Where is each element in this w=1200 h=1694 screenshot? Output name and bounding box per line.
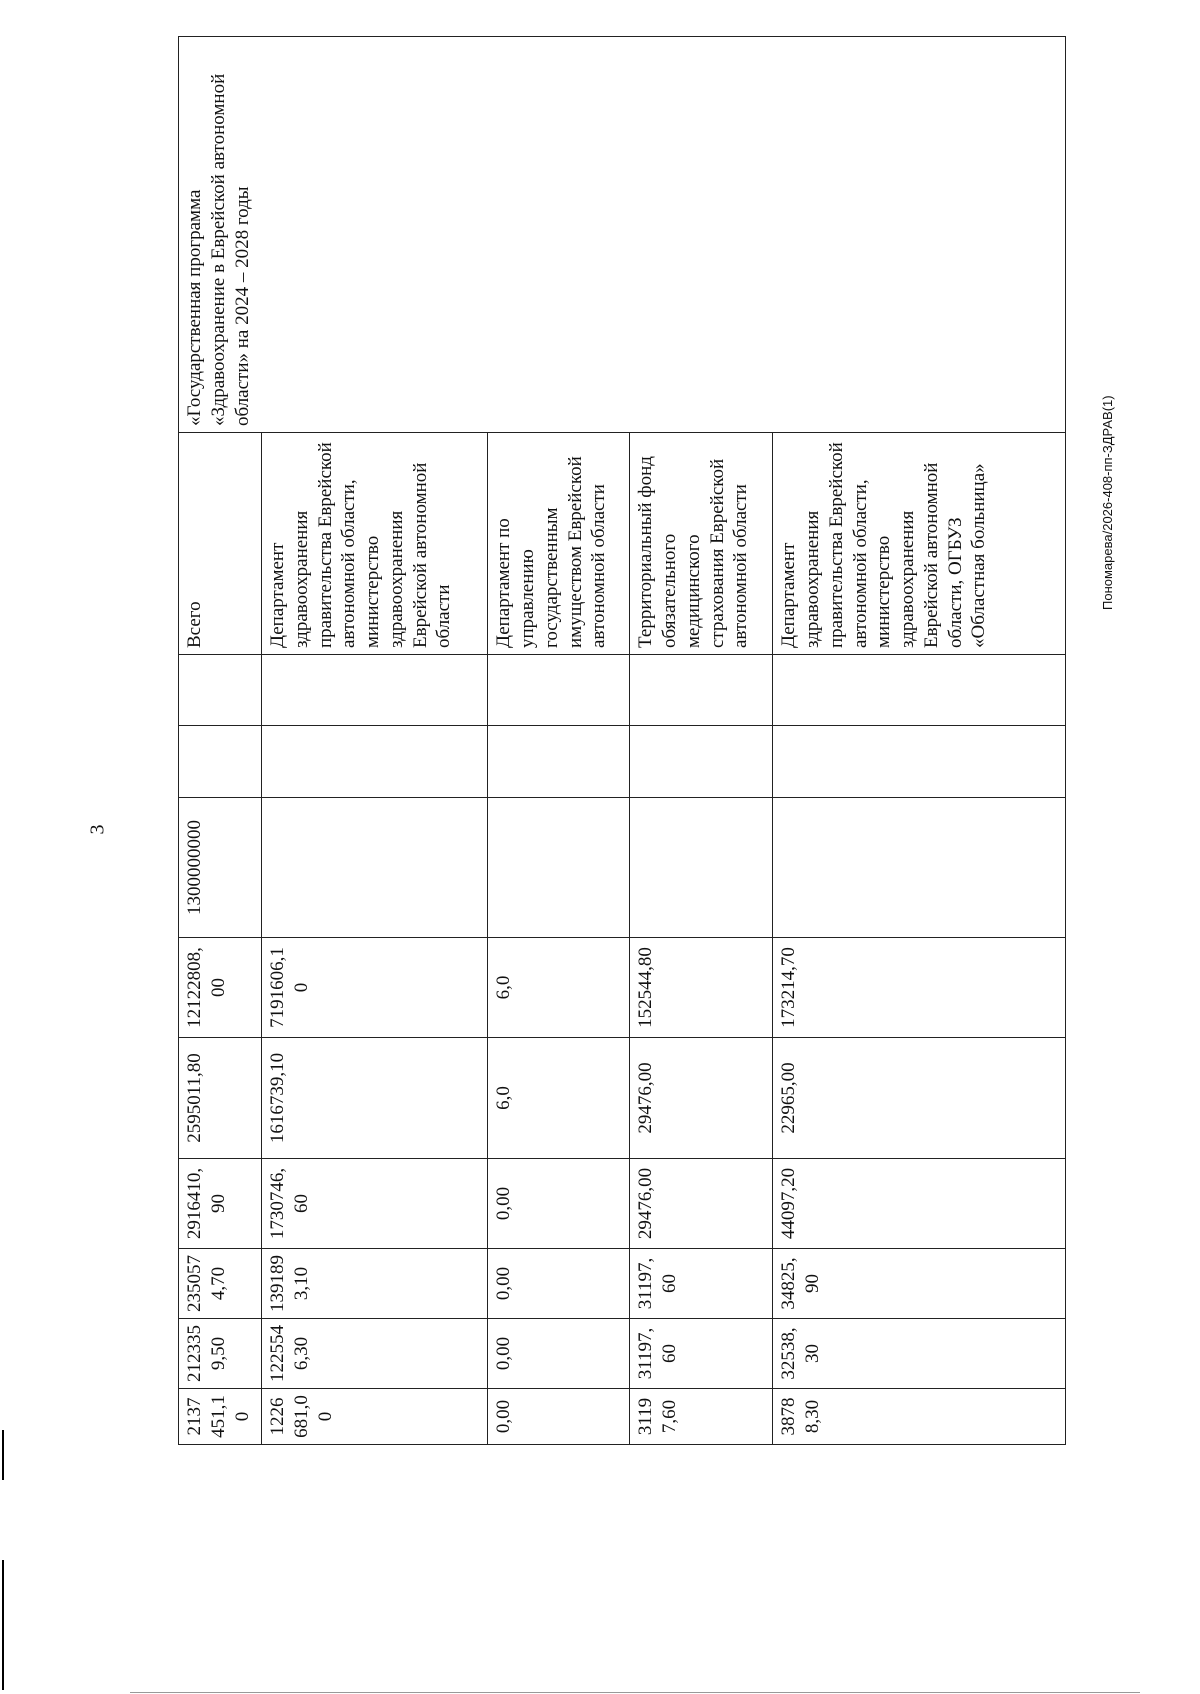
year-1-value: 1616739,10: [262, 1038, 488, 1159]
year-4-value: 1225546,30: [262, 1319, 488, 1389]
year-5-value: 0,00: [488, 1389, 630, 1445]
empty-cell: [488, 798, 630, 938]
scan-bottom-line: [130, 1692, 1140, 1693]
executor-cell: Департамент здравоохранения правительства Еврейской автономной области, министерство здравоохранения Еврейской автономной области: [262, 433, 488, 655]
year-2-value: 0,00: [488, 1159, 630, 1249]
year-5-value: 31197,60: [630, 1389, 773, 1445]
total-value: 7191606,10: [262, 938, 488, 1038]
empty-cell: [773, 726, 1066, 798]
table-row: [179, 37, 262, 1445]
empty-cell: [488, 655, 630, 726]
empty-cell: [488, 726, 630, 798]
year-3-value: 0,00: [488, 1249, 630, 1319]
executor-cell: Департамент по управлению государственным имуществом Еврейской автономной области: [488, 433, 630, 655]
scan-edge-mark-bottom: [2, 1560, 4, 1690]
year-4-value: 31197,60: [630, 1319, 773, 1389]
empty-cell: [179, 726, 262, 798]
empty-cell: [262, 726, 488, 798]
year-2-value: 1730746,60: [262, 1159, 488, 1249]
document-footer-id: Пономарева/2026-408-пп-ЗДРАВ(1): [1100, 395, 1115, 610]
year-5-value: 38788,30: [773, 1389, 1066, 1445]
total-value: 152544,80: [630, 938, 773, 1038]
year-2-value: 44097,20: [773, 1159, 1066, 1249]
program-name-cell: «Государственная программа «Здравоохранение в Еврейской автономной области» на 2024 – 2028 годы: [179, 37, 1066, 433]
budget-table: [178, 36, 1066, 1445]
budget-code: 1300000000: [179, 798, 262, 938]
executor-cell: Всего: [179, 433, 262, 655]
empty-cell: [179, 655, 262, 726]
empty-cell: [773, 798, 1066, 938]
year-5-value: 2137451,10: [179, 1389, 262, 1445]
year-4-value: 32538,30: [773, 1319, 1066, 1389]
scan-edge-mark-top: [2, 1430, 4, 1480]
empty-cell: [630, 726, 773, 798]
total-value: 173214,70: [773, 938, 1066, 1038]
year-1-value: 2595011,80: [179, 1038, 262, 1159]
year-4-value: 2123359,50: [179, 1319, 262, 1389]
empty-cell: [262, 798, 488, 938]
budget-table-container: [178, 37, 1200, 1438]
total-value: 6,0: [488, 938, 630, 1038]
executor-cell: Территориальный фонд обязательного медицинского страхования Еврейской автономной области: [630, 433, 773, 655]
year-3-value: 34825,90: [773, 1249, 1066, 1319]
empty-cell: [630, 798, 773, 938]
year-4-value: 0,00: [488, 1319, 630, 1389]
page-number: 3: [86, 824, 109, 835]
empty-cell: [773, 655, 1066, 726]
year-5-value: 1226681,00: [262, 1389, 488, 1445]
year-3-value: 31197,60: [630, 1249, 773, 1319]
executor-cell: Департамент здравоохранения правительства Еврейской автономной области, министерство здравоохранения Еврейской автономной области, ОГБУЗ «Областная больница»: [773, 433, 1066, 655]
year-1-value: 22965,00: [773, 1038, 1066, 1159]
year-2-value: 2916410,90: [179, 1159, 262, 1249]
year-2-value: 29476,00: [630, 1159, 773, 1249]
total-value: 12122808,00: [179, 938, 262, 1038]
year-3-value: 2350574,70: [179, 1249, 262, 1319]
year-1-value: 29476,00: [630, 1038, 773, 1159]
year-1-value: 6,0: [488, 1038, 630, 1159]
empty-cell: [262, 655, 488, 726]
empty-cell: [630, 655, 773, 726]
year-3-value: 1391893,10: [262, 1249, 488, 1319]
